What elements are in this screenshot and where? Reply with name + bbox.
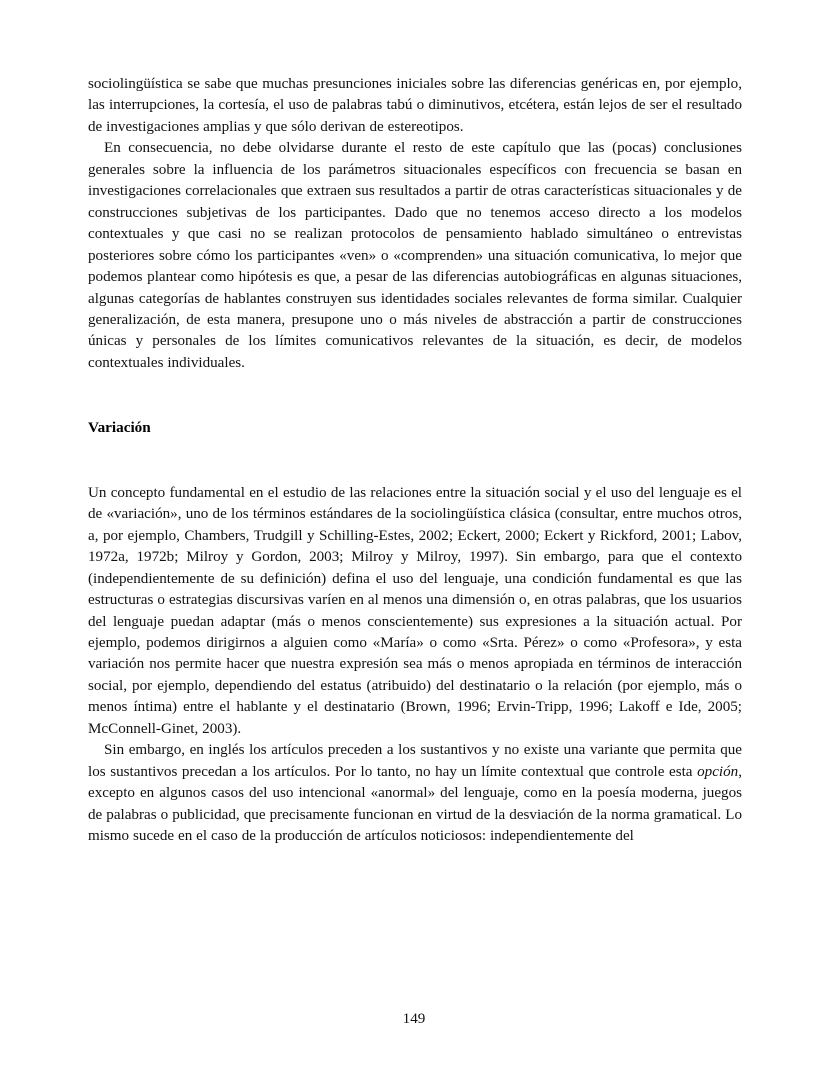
- heading-spacer-above: [88, 374, 742, 417]
- paragraph-consecuencia: En consecuencia, no debe olvidarse durante el resto de este capítulo que las (pocas) conclusiones generales sobre la influencia de los parámetros situacionales específicos con frecuencia se basan en investigaciones correlacionales que extraen sus resultados a partir de otras características situacionales y de construcciones subjetivas de los participantes. Dado que no tenemos acceso directo a los modelos contextuales y que casi no se realizan protocolos de pensamiento hablado simultáneo o entrevistas posteriores sobre cómo los participantes «ven» o «comprenden» una situación comunicativa, lo mejor que podemos plantear como hipótesis es que, a pesar de las diferencias autobiográficas en algunas situaciones, algunas categorías de hablantes construyen sus identidades sociales relevantes de forma similar. Cualquier generalización, de esta manera, presupone uno o más niveles de abstracción a partir de construcciones únicas y personales de los límites comunicativos relevantes de la situación, es decir, de modelos contextuales individuales.: [88, 140, 742, 371]
- text-segment-2: , excepto en algunos casos del uso intencional «anormal» del lenguaje, como en la poesía moderna, juegos de palabras o publicidad, que precisamente funcionan en virtud de la desviación de la norma gramatical. Lo mismo sucede en el caso de la producción de artículos noticiosos: independientemente del: [88, 763, 742, 845]
- section-heading-variacion: Variación: [88, 419, 151, 437]
- page-number: 149: [402, 1011, 426, 1027]
- text-segment-1: Sin embargo, en inglés los artículos preceden a los sustantivos y no existe una variante que permita que los sustantivos precedan a los artículos. Por lo tanto, no hay un límite contextual que controle esta: [88, 742, 742, 780]
- paragraph-variacion-intro: Un concepto fundamental en el estudio de las relaciones entre la situación social y el uso del lenguaje es el de «variación», uno de los términos estándares de la sociolingüística clásica (consultar, entre muchos otros, a, por ejemplo, Chambers, Trudgill y Schilling-Estes, 2002; Eckert, 2000; Eckert y Rickford, 2001; Labov, 1972a, 1972b; Milroy y Gordon, 2003; Milroy y Milroy, 1997). Sin embargo, para que el contexto (independientemente de su definición) defina el uso del lenguaje, una condición fundamental es que las estructuras o estrategias discursivas varíen en al menos una dimensión o, en otras palabras, que los usuarios del lenguaje puedan adaptar (más o menos conscientemente) sus expresiones a la situación actual. Por ejemplo, podemos dirigirnos a alguien como «María» o como «Srta. Pérez» o como «Profesora», y esta variación nos permite hacer que nuestra expresión sea más o menos apropiada en términos de interacción social, por ejemplo, dependiendo del estatus (atribuido) del destinatario o la relación (por ejemplo, más o menos íntima) entre el hablante y el destinatario (Brown, 1996; Ervin-Tripp, 1996; Lakoff e Ide, 2005; McConnell-Ginet, 2003).: [88, 484, 742, 737]
- paragraph-continuation: sociolingüística se sabe que muchas presunciones iniciales sobre las diferencias genéricas en, por ejemplo, las interrupciones, la cortesía, el uso de palabras tabú o diminutivos, etcétera, están lejos de ser el resultado de investigaciones amplias y que sólo derivan de estereotipos.: [88, 76, 742, 135]
- text-column: [88, 74, 742, 848]
- heading-spacer-below: [88, 439, 742, 483]
- italic-term-opcion: opción: [697, 763, 739, 780]
- paragraph-variacion-articulos: [88, 740, 742, 847]
